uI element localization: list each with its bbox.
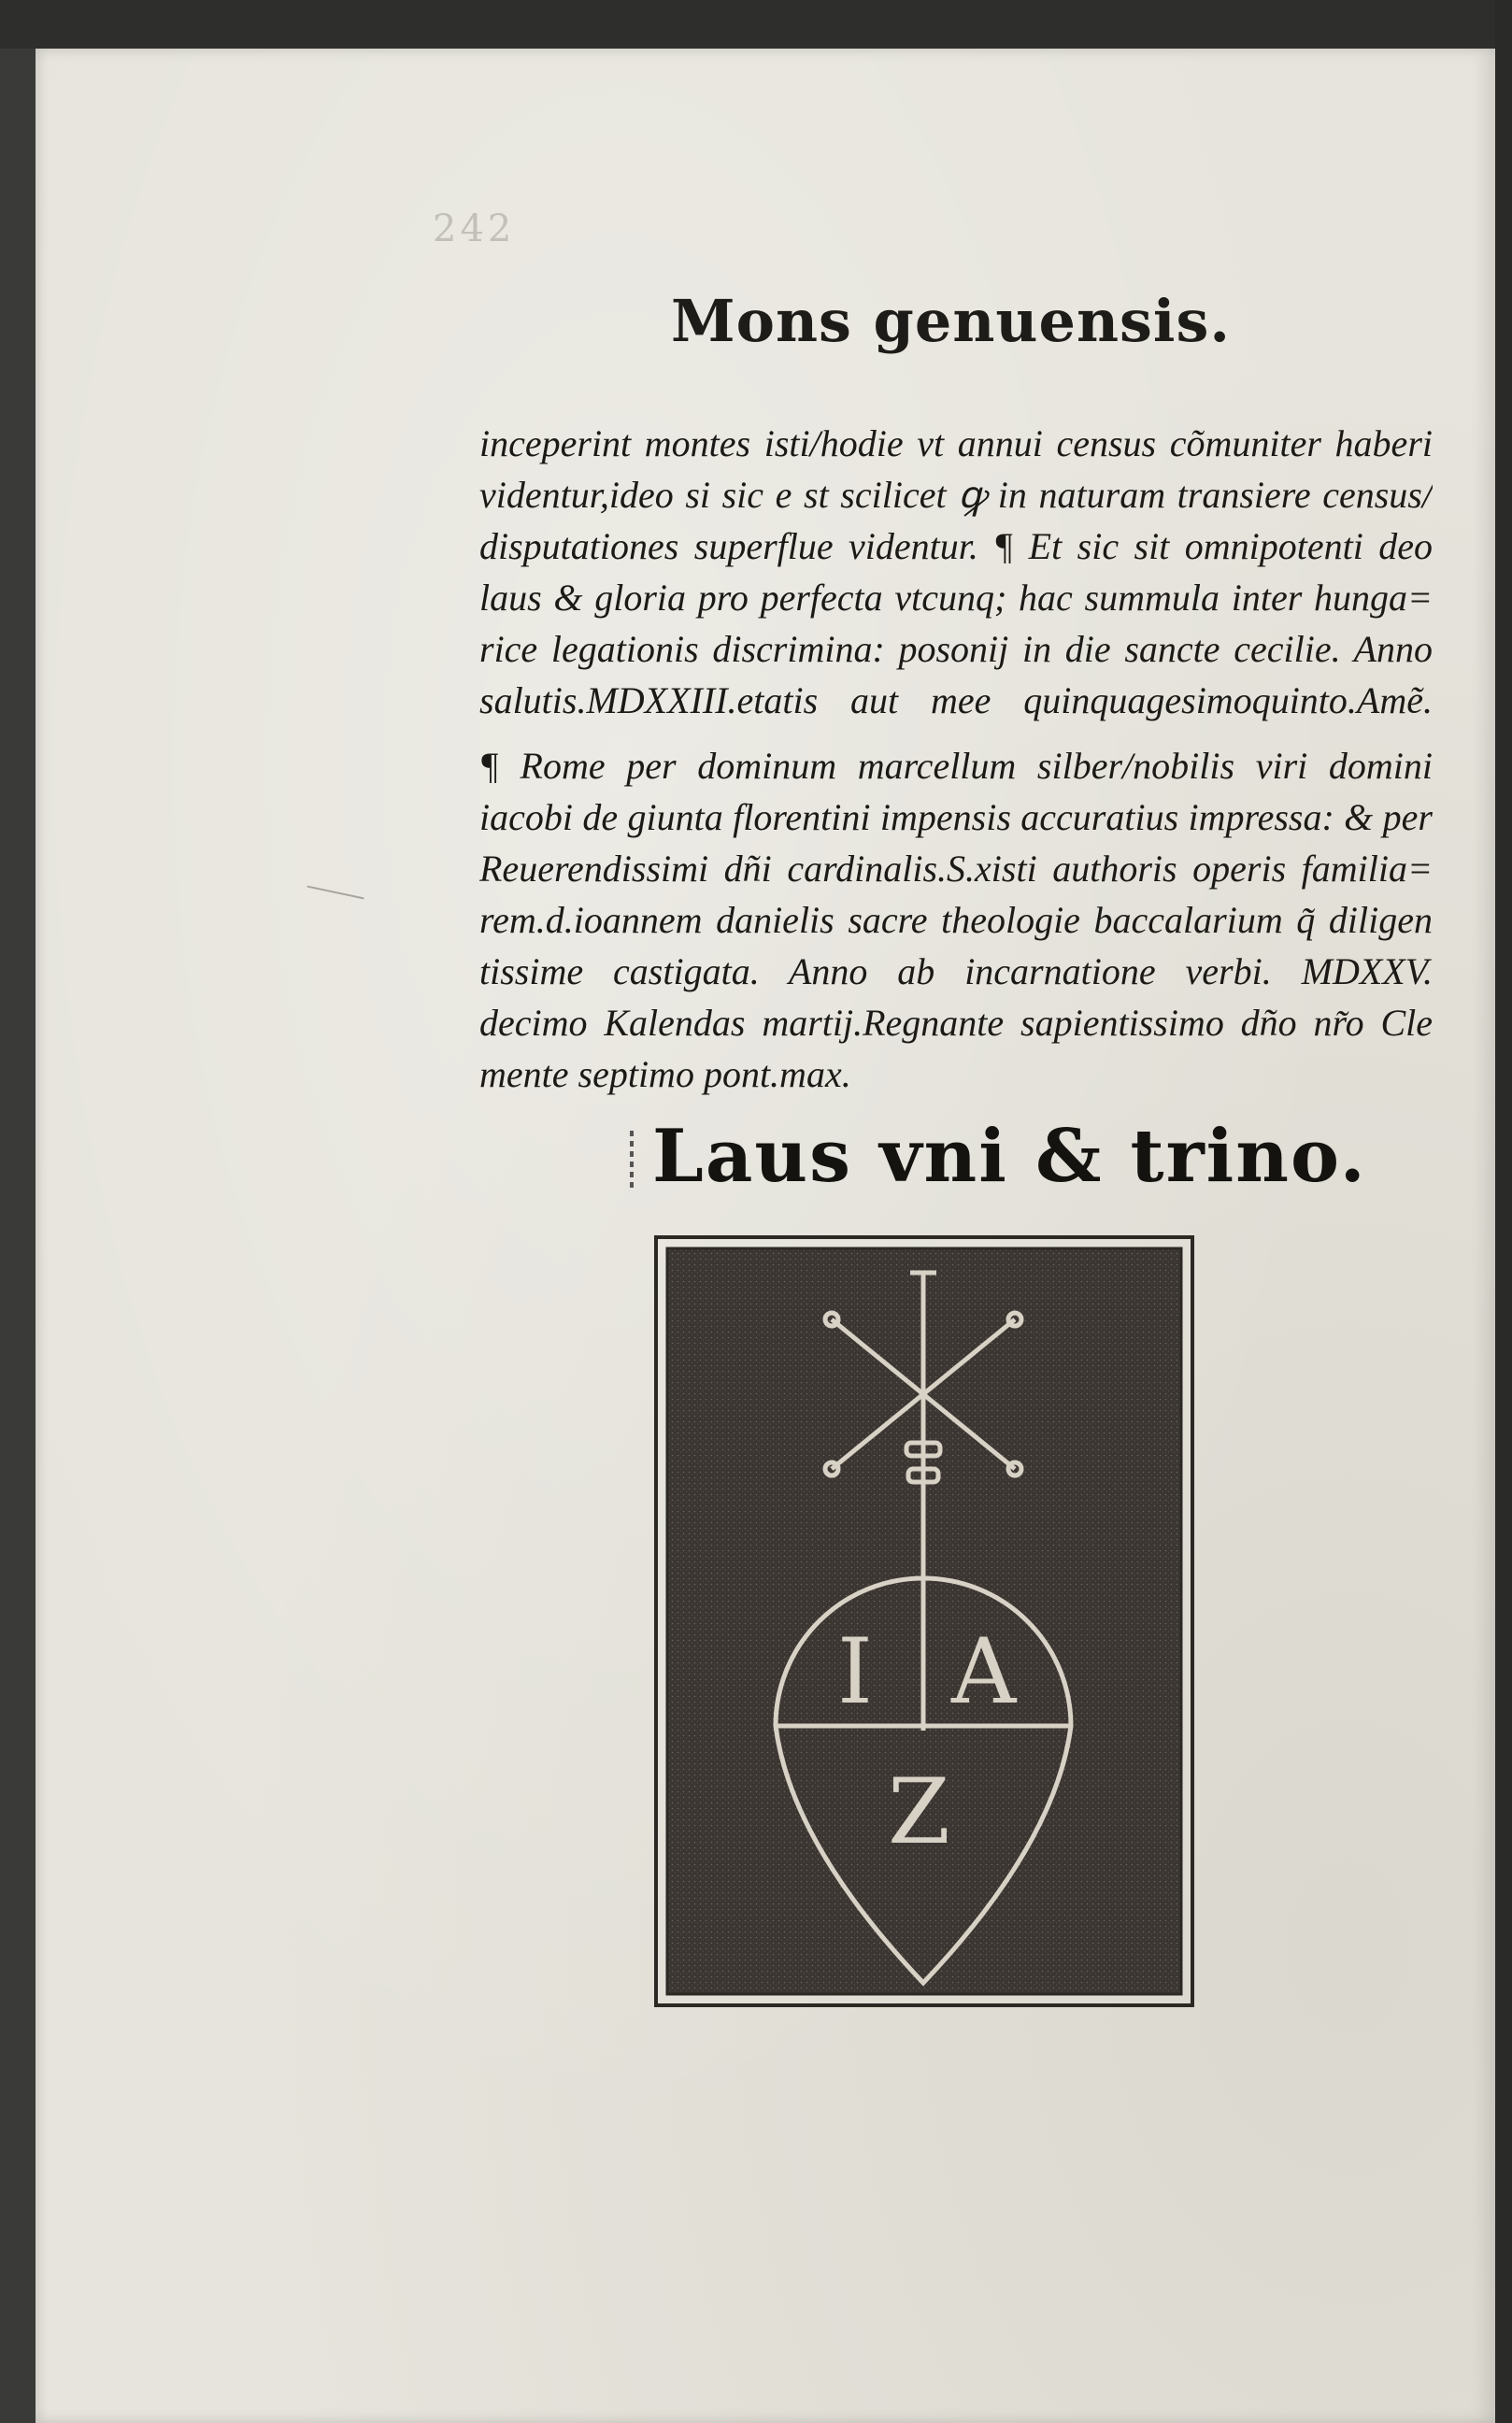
- running-head: Mons genuensis.: [671, 287, 1231, 355]
- text-line: tissime castigata. Anno ab incarnatione verbi. MDXXV.: [479, 950, 1433, 992]
- text-line: rem.d.ioannem danielis sacre theologie baccalarium q̃ diligen: [479, 899, 1433, 941]
- folio-number: 242: [433, 207, 516, 250]
- text-line: ¶ Rome per dominum marcellum silber/nobilis viri domini: [479, 745, 1433, 787]
- margin-pencil-mark: [307, 886, 364, 900]
- scanner-frame-top: [0, 0, 1512, 49]
- woodcut-letter-i: I: [837, 1619, 873, 1724]
- text-line: iacobi de giunta florentini impensis accuratius impressa: & per: [479, 796, 1433, 838]
- colophon-paragraph: [479, 740, 1433, 1100]
- text-line: disputationes superflue videntur. ¶ Et sic sit omnipotenti deo: [479, 525, 1433, 567]
- text-line: decimo Kalendas martij.Regnante sapientissimo dño nr̃o Cle: [479, 1002, 1433, 1044]
- text-line: inceperint montes isti/hodie vt annui census cõmuniter haberi: [479, 422, 1433, 464]
- text-line: videntur,ideo si sic e st scilicet ꝙ in naturam transiere census/: [479, 474, 1433, 516]
- closing-paragraph: [479, 418, 1433, 726]
- woodcut-letter-z: Z: [888, 1760, 950, 1864]
- text-line: Reuerendissimi dñi cardinalis.S.xisti authoris operis familia=: [479, 848, 1433, 890]
- scanner-frame-right: [1495, 0, 1512, 2423]
- margin-rule-mark: [630, 1131, 634, 1189]
- text-line: laus & gloria pro perfecta vtcunq; hac summula inter hunga=: [479, 577, 1433, 619]
- book-page: [36, 49, 1495, 2423]
- text-line: salutis.MDXXIII.etatis aut mee quinquagesimoquinto.Amẽ.: [479, 679, 1433, 721]
- woodcut-letter-a: A: [951, 1619, 1017, 1724]
- colophon-heading: Laus vni & trino.: [652, 1114, 1367, 1199]
- text-line: rice legationis discrimina: posonij in die sancte cecilie. Anno: [479, 628, 1433, 670]
- printer-device-woodcut: [654, 1235, 1194, 2007]
- text-line: mente septimo pont.max.: [479, 1053, 851, 1095]
